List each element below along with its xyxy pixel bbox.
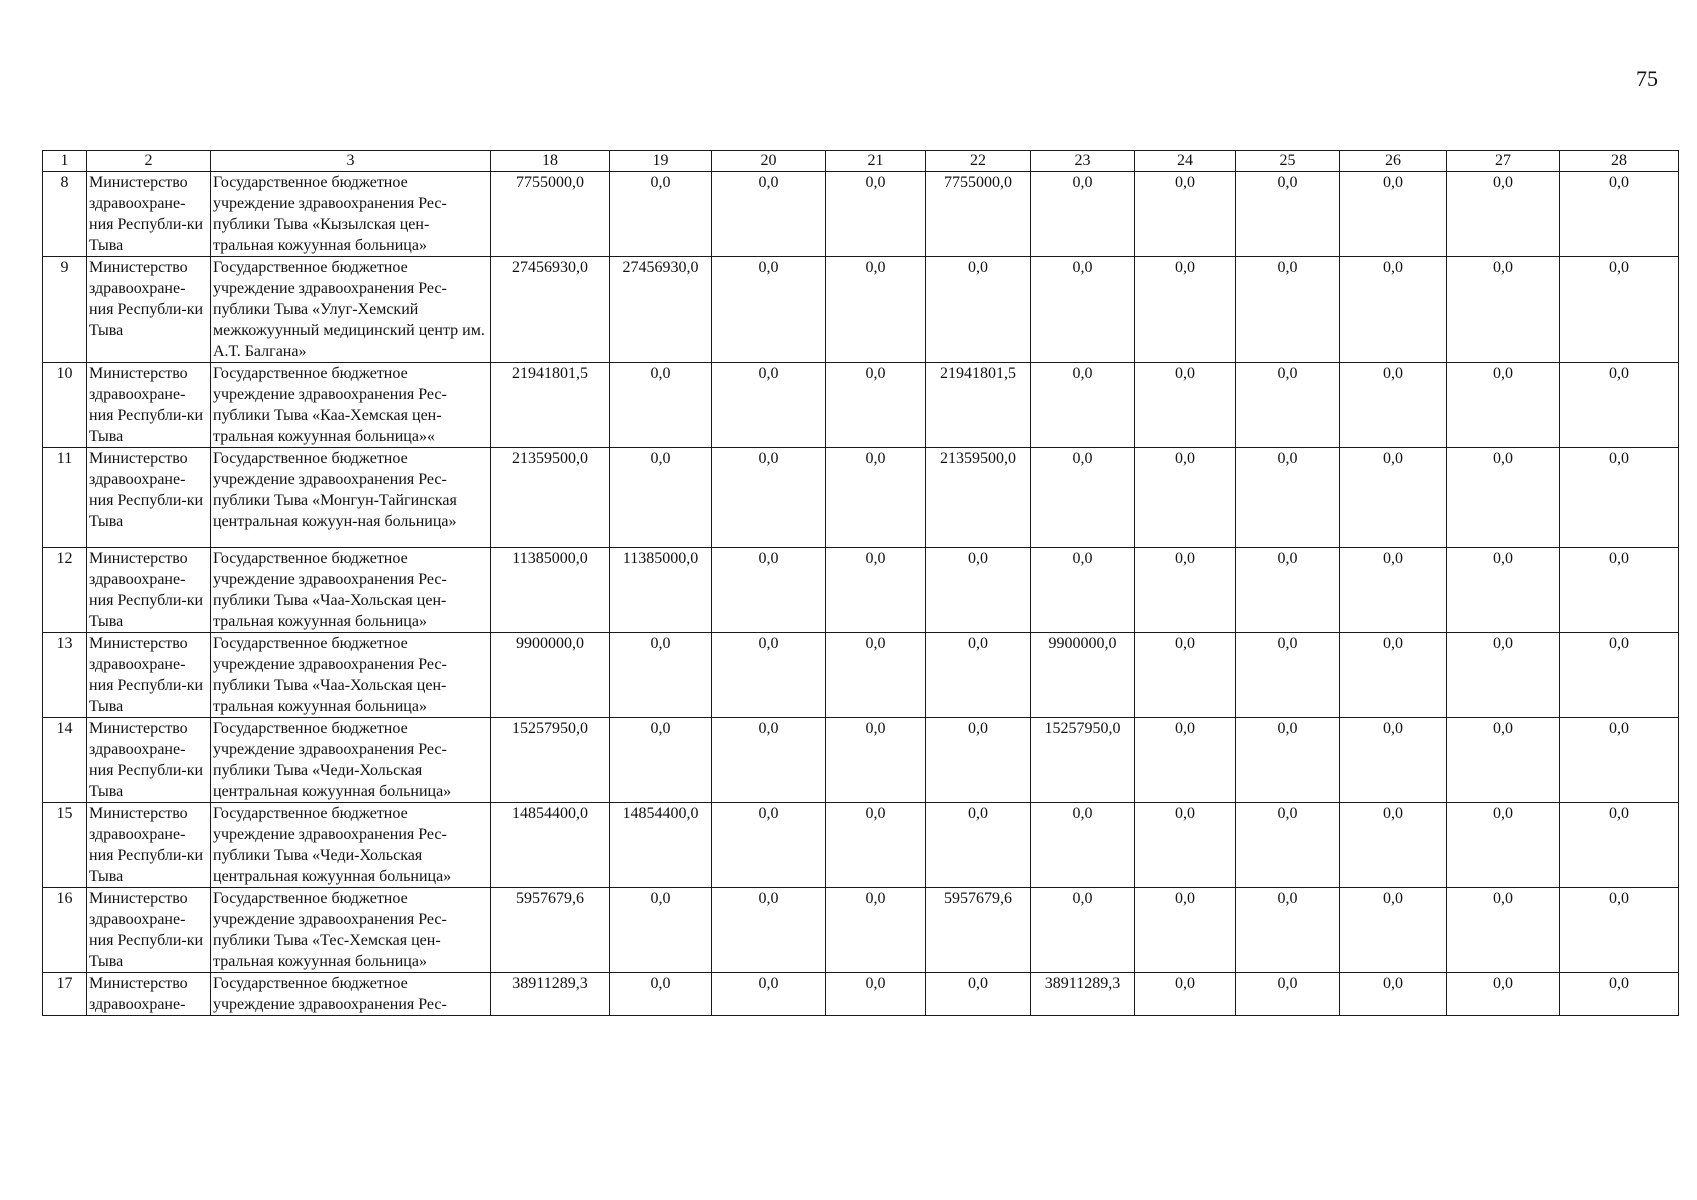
value-cell: 0,0	[1340, 803, 1447, 888]
column-header: 27	[1447, 151, 1560, 172]
value-cell: 0,0	[1135, 973, 1236, 1016]
row-number-cell: 12	[43, 548, 87, 633]
value-cell: 0,0	[1236, 973, 1340, 1016]
value-cell: 0,0	[826, 633, 926, 718]
value-cell: 0,0	[926, 803, 1031, 888]
value-cell: 0,0	[1447, 448, 1560, 548]
value-cell: 0,0	[826, 172, 926, 257]
value-cell: 21941801,5	[926, 363, 1031, 448]
row-number-cell: 13	[43, 633, 87, 718]
value-cell: 0,0	[1447, 363, 1560, 448]
value-cell: 0,0	[1340, 363, 1447, 448]
budget-table	[42, 150, 1679, 1016]
value-cell: 0,0	[1447, 718, 1560, 803]
value-cell: 0,0	[826, 888, 926, 973]
institution-cell: Государственное бюджетное учреждение здравоохранения Рес-публики Тыва «Чеди-Хольская центральная кожуунная больница»	[211, 803, 491, 888]
value-cell: 0,0	[610, 718, 712, 803]
value-cell: 0,0	[1447, 633, 1560, 718]
value-cell: 9900000,0	[491, 633, 610, 718]
value-cell: 0,0	[926, 548, 1031, 633]
value-cell: 0,0	[1560, 718, 1679, 803]
value-cell: 11385000,0	[610, 548, 712, 633]
value-cell: 0,0	[1236, 548, 1340, 633]
value-cell: 7755000,0	[491, 172, 610, 257]
value-cell: 0,0	[1135, 803, 1236, 888]
table-row	[43, 973, 1679, 1016]
column-header: 2	[87, 151, 211, 172]
value-cell: 0,0	[826, 257, 926, 363]
value-cell: 0,0	[1340, 257, 1447, 363]
page-number: 75	[1636, 66, 1658, 91]
value-cell: 0,0	[712, 633, 826, 718]
value-cell: 0,0	[712, 548, 826, 633]
value-cell: 0,0	[1031, 548, 1135, 633]
table-row	[43, 363, 1679, 448]
column-header: 28	[1560, 151, 1679, 172]
table-row	[43, 633, 1679, 718]
row-number-cell: 11	[43, 448, 87, 548]
value-cell: 0,0	[926, 633, 1031, 718]
value-cell: 0,0	[926, 257, 1031, 363]
value-cell: 21359500,0	[491, 448, 610, 548]
value-cell: 0,0	[1135, 888, 1236, 973]
column-header: 18	[491, 151, 610, 172]
value-cell: 0,0	[1135, 448, 1236, 548]
budget-table-container	[42, 150, 1679, 1016]
value-cell: 27456930,0	[610, 257, 712, 363]
row-number-cell: 14	[43, 718, 87, 803]
value-cell: 0,0	[1135, 633, 1236, 718]
value-cell: 0,0	[1031, 888, 1135, 973]
value-cell: 0,0	[826, 448, 926, 548]
table-row	[43, 803, 1679, 888]
value-cell: 15257950,0	[491, 718, 610, 803]
value-cell: 0,0	[1236, 448, 1340, 548]
ministry-cell: Министерство здравоохране-ния Республи-ки Тыва	[87, 257, 211, 363]
ministry-cell: Министерство здравоохране-ния Республи-ки Тыва	[87, 172, 211, 257]
column-header: 19	[610, 151, 712, 172]
value-cell: 0,0	[1340, 888, 1447, 973]
value-cell: 0,0	[1560, 888, 1679, 973]
value-cell: 27456930,0	[491, 257, 610, 363]
column-header: 21	[826, 151, 926, 172]
value-cell: 0,0	[1447, 803, 1560, 888]
value-cell: 0,0	[1447, 257, 1560, 363]
row-number-cell: 9	[43, 257, 87, 363]
value-cell: 0,0	[610, 888, 712, 973]
institution-cell: Государственное бюджетное учреждение здравоохранения Рес-публики Тыва «Монгун-Тайгинская центральная кожуун-ная больница»	[211, 448, 491, 548]
value-cell: 0,0	[1340, 718, 1447, 803]
value-cell: 0,0	[1340, 172, 1447, 257]
value-cell: 0,0	[610, 172, 712, 257]
value-cell: 0,0	[1236, 803, 1340, 888]
ministry-cell: Министерство здравоохране-ния Республи-ки Тыва	[87, 888, 211, 973]
institution-cell: Государственное бюджетное учреждение здравоохранения Рес-публики Тыва «Чаа-Хольская цен-тральная кожуунная больница»	[211, 548, 491, 633]
table-row	[43, 888, 1679, 973]
value-cell: 38911289,3	[1031, 973, 1135, 1016]
value-cell: 0,0	[1560, 633, 1679, 718]
value-cell: 0,0	[926, 718, 1031, 803]
row-number-cell: 15	[43, 803, 87, 888]
value-cell: 5957679,6	[926, 888, 1031, 973]
ministry-cell: Министерство здравоохране-ния Республи-ки Тыва	[87, 548, 211, 633]
table-row	[43, 448, 1679, 548]
ministry-cell: Министерство здравоохране-ния Республи-ки Тыва	[87, 633, 211, 718]
value-cell: 0,0	[1560, 548, 1679, 633]
value-cell: 0,0	[1031, 363, 1135, 448]
institution-cell: Государственное бюджетное учреждение здравоохранения Рес-публики Тыва «Чеди-Хольская центральная кожуунная больница»	[211, 718, 491, 803]
institution-cell: Государственное бюджетное учреждение здравоохранения Рес-публики Тыва «Тес-Хемская цен-тральная кожуунная больница»	[211, 888, 491, 973]
row-number-cell: 10	[43, 363, 87, 448]
value-cell: 15257950,0	[1031, 718, 1135, 803]
value-cell: 0,0	[926, 973, 1031, 1016]
value-cell: 0,0	[1340, 633, 1447, 718]
value-cell: 0,0	[826, 363, 926, 448]
table-row	[43, 172, 1679, 257]
ministry-cell: Министерство здравоохране-ния Республи-ки Тыва	[87, 363, 211, 448]
value-cell: 0,0	[1031, 172, 1135, 257]
value-cell: 0,0	[1340, 548, 1447, 633]
ministry-cell: Министерство здравоохране-	[87, 973, 211, 1016]
value-cell: 0,0	[1135, 363, 1236, 448]
value-cell: 0,0	[1560, 172, 1679, 257]
value-cell: 0,0	[712, 172, 826, 257]
value-cell: 0,0	[1447, 548, 1560, 633]
value-cell: 0,0	[1560, 363, 1679, 448]
value-cell: 0,0	[1447, 888, 1560, 973]
value-cell: 0,0	[712, 718, 826, 803]
value-cell: 0,0	[610, 633, 712, 718]
value-cell: 0,0	[1031, 448, 1135, 548]
value-cell: 0,0	[712, 448, 826, 548]
column-header: 26	[1340, 151, 1447, 172]
column-header: 22	[926, 151, 1031, 172]
row-number-cell: 8	[43, 172, 87, 257]
value-cell: 5957679,6	[491, 888, 610, 973]
value-cell: 0,0	[610, 363, 712, 448]
ministry-cell: Министерство здравоохране-ния Республи-ки Тыва	[87, 718, 211, 803]
value-cell: 0,0	[826, 718, 926, 803]
value-cell: 0,0	[1236, 718, 1340, 803]
value-cell: 0,0	[1236, 257, 1340, 363]
value-cell: 0,0	[1236, 633, 1340, 718]
value-cell: 0,0	[1236, 172, 1340, 257]
value-cell: 0,0	[610, 973, 712, 1016]
column-header: 1	[43, 151, 87, 172]
value-cell: 0,0	[1340, 973, 1447, 1016]
value-cell: 0,0	[1031, 257, 1135, 363]
value-cell: 0,0	[826, 548, 926, 633]
column-header: 25	[1236, 151, 1340, 172]
row-number-cell: 17	[43, 973, 87, 1016]
value-cell: 0,0	[1135, 172, 1236, 257]
value-cell: 0,0	[1447, 172, 1560, 257]
value-cell: 0,0	[712, 888, 826, 973]
row-number-cell: 16	[43, 888, 87, 973]
institution-cell: Государственное бюджетное учреждение здравоохранения Рес-	[211, 973, 491, 1016]
value-cell: 21941801,5	[491, 363, 610, 448]
table-header	[43, 151, 1679, 172]
value-cell: 0,0	[1560, 803, 1679, 888]
table-row	[43, 257, 1679, 363]
value-cell: 0,0	[610, 448, 712, 548]
ministry-cell: Министерство здравоохране-ния Республи-ки Тыва	[87, 448, 211, 548]
value-cell: 0,0	[1560, 448, 1679, 548]
value-cell: 0,0	[712, 803, 826, 888]
value-cell: 0,0	[1031, 803, 1135, 888]
table-row	[43, 548, 1679, 633]
value-cell: 0,0	[826, 803, 926, 888]
ministry-cell: Министерство здравоохране-ния Республи-ки Тыва	[87, 803, 211, 888]
institution-cell: Государственное бюджетное учреждение здравоохранения Рес-публики Тыва «Чаа-Хольская цен-тральная кожуунная больница»	[211, 633, 491, 718]
institution-cell: Государственное бюджетное учреждение здравоохранения Рес-публики Тыва «Кызылская цен-тральная кожуунная больница»	[211, 172, 491, 257]
value-cell: 38911289,3	[491, 973, 610, 1016]
value-cell: 9900000,0	[1031, 633, 1135, 718]
value-cell: 0,0	[1236, 888, 1340, 973]
value-cell: 21359500,0	[926, 448, 1031, 548]
value-cell: 0,0	[1236, 363, 1340, 448]
value-cell: 7755000,0	[926, 172, 1031, 257]
column-header: 23	[1031, 151, 1135, 172]
value-cell: 0,0	[826, 973, 926, 1016]
value-cell: 14854400,0	[610, 803, 712, 888]
table-row	[43, 718, 1679, 803]
column-header: 3	[211, 151, 491, 172]
column-header: 24	[1135, 151, 1236, 172]
table-body	[43, 172, 1679, 1016]
value-cell: 0,0	[1560, 973, 1679, 1016]
value-cell: 0,0	[1135, 548, 1236, 633]
column-header: 20	[712, 151, 826, 172]
value-cell: 0,0	[1135, 257, 1236, 363]
value-cell: 0,0	[712, 973, 826, 1016]
value-cell: 0,0	[712, 257, 826, 363]
institution-cell: Государственное бюджетное учреждение здравоохранения Рес-публики Тыва «Улуг-Хемский межкожуунный медицинский центр им. А.Т. Балгана»	[211, 257, 491, 363]
value-cell: 11385000,0	[491, 548, 610, 633]
value-cell: 0,0	[1447, 973, 1560, 1016]
value-cell: 0,0	[1340, 448, 1447, 548]
value-cell: 14854400,0	[491, 803, 610, 888]
institution-cell: Государственное бюджетное учреждение здравоохранения Рес-публики Тыва «Каа-Хемская цен-тральная кожуунная больница»«	[211, 363, 491, 448]
value-cell: 0,0	[1135, 718, 1236, 803]
column-number-row	[43, 151, 1679, 172]
value-cell: 0,0	[1560, 257, 1679, 363]
value-cell: 0,0	[712, 363, 826, 448]
